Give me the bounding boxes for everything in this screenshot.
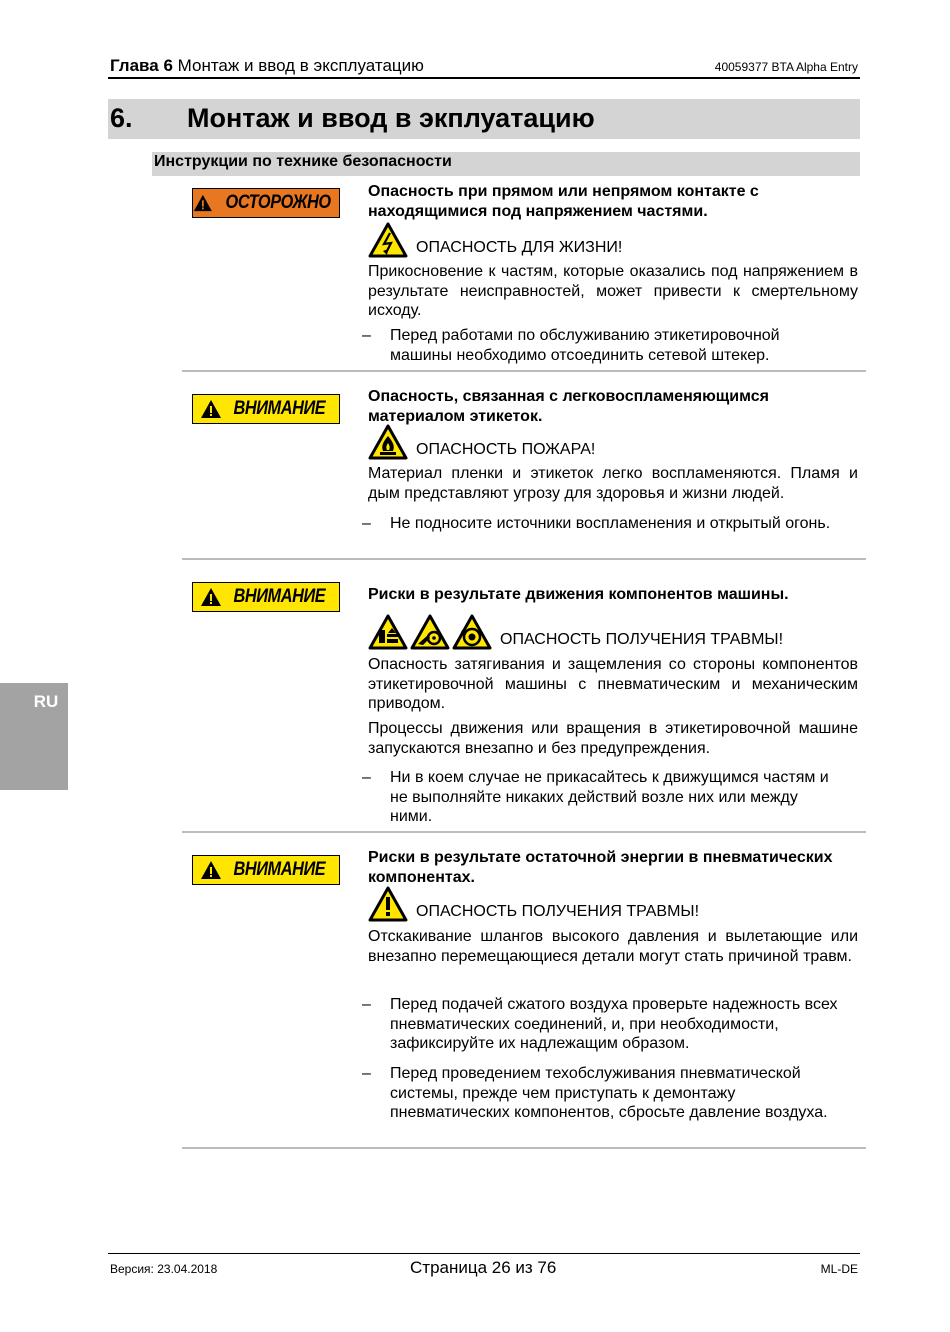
header-document-id: 40059377 BTA Alpha Entry: [714, 60, 858, 74]
language-tab-label: RU: [33, 692, 59, 711]
warning-bullet: – Перед проведением техобслуживания пневматической системы, прежде чем приступать к демонтажу пневматических компонентов, сбросьте давление воздуха.: [362, 1064, 842, 1123]
signal-word-warning: [192, 855, 340, 885]
header-chapter-label: Глава 6: [110, 56, 173, 75]
signal-word-warning: [192, 394, 340, 424]
rotating-parts-icon: [452, 614, 492, 650]
header-divider: [108, 77, 860, 79]
danger-line: [368, 886, 699, 922]
danger-text: ОПАСНОСТЬ ПОЖАРА!: [416, 441, 596, 458]
footer-version: Версия: 23.04.2018: [110, 1262, 218, 1276]
footer-page-number: Страница 26 из 76: [410, 1258, 557, 1277]
warning-separator: [182, 558, 866, 560]
warning-paragraph: Отскакивание шлангов высокого давления и вылетающие или внезапно перемещающиеся детали могут стать причиной травм.: [368, 928, 858, 965]
warning-paragraph: Материал пленки и этикеток легко воспламеняются. Пламя и дым представляют угрозу для здоровья и жизни людей.: [368, 465, 858, 502]
warning-triangle-icon: [200, 587, 222, 607]
danger-text: ОПАСНОСТЬ ДЛЯ ЖИЗНИ!: [416, 239, 623, 256]
footer-divider: [108, 1253, 860, 1254]
danger-line: [368, 424, 595, 460]
warning-separator: [182, 831, 866, 833]
signal-word-caution: [192, 188, 340, 218]
warning-heading: Опасность при прямом или непрямом контакте с находящимися под напряжением частями.: [368, 183, 759, 220]
danger-text: ОПАСНОСТЬ ПОЛУЧЕНИЯ ТРАВМЫ!: [416, 903, 700, 920]
warning-separator: [182, 370, 866, 372]
warning-triangle-icon: [200, 399, 222, 419]
signal-word-text: ВНИМАНИЕ: [233, 859, 325, 880]
warning-triangle-icon: [193, 193, 213, 213]
crush-hazard-icon: [368, 614, 408, 650]
warning-bullet: – Перед подачей сжатого воздуха проверьте надежность всех пневматических соединений, и, при необходимости, зафиксируйте их надлежащим образом.: [362, 995, 842, 1054]
warning-paragraph: Опасность затягивания и защемления со стороны компонентов этикетировочной машины с пневматическим и механическим приводом.: [368, 656, 858, 712]
running-header-chapter: [110, 56, 424, 76]
header-chapter-text: Монтаж и ввод в эксплуатацию: [177, 56, 424, 75]
signal-word-text: ОСТОРОЖНО: [225, 192, 331, 213]
section-title: Инструкции по технике безопасности: [154, 153, 452, 170]
warning-triangle-icon: [200, 860, 222, 880]
chapter-title: Монтаж и ввод в экплуатацию: [187, 103, 595, 133]
signal-word-text: ВНИМАНИЕ: [233, 586, 325, 607]
warning-bullet: – Ни в коем случае не прикасайтесь к движущимся частям и не выполняйте никаких действий возле них или между ними.: [362, 768, 842, 827]
flammable-icon: [368, 424, 408, 460]
warning-paragraph: Прикосновение к частям, которые оказались под напряжением в результате неисправностей, может привести к смертельному исходу.: [368, 263, 858, 319]
danger-text: ОПАСНОСТЬ ПОЛУЧЕНИЯ ТРАВМЫ!: [500, 631, 784, 648]
signal-word-text: ВНИМАНИЕ: [233, 398, 325, 419]
warning-heading: Опасность, связанная с легковоспламеняющимся материалом этикеток.: [368, 388, 769, 425]
footer-code: ML-DE: [820, 1262, 858, 1276]
warning-heading: Риски в результате остаточной энергии в пневматических компонентах.: [368, 849, 833, 886]
warning-separator: [182, 1147, 866, 1149]
warning-bullet: – Перед работами по обслуживанию этикетировочной машины необходимо отсоединить сетевой штекер.: [362, 326, 842, 365]
warning-paragraph: Процессы движения или вращения в этикетировочной машине запускаются внезапно и без предупреждения.: [368, 720, 858, 757]
danger-line: [368, 614, 783, 650]
warning-bullet: – Не подносите источники воспламенения и открытый огонь.: [362, 514, 842, 534]
electric-shock-icon: [368, 222, 408, 258]
signal-word-warning: [192, 582, 340, 612]
hand-entanglement-icon: [410, 614, 450, 650]
warning-heading: Риски в результате движения компонентов машины.: [368, 586, 789, 603]
chapter-number: 6.: [110, 103, 133, 133]
general-warning-icon: [368, 886, 408, 922]
danger-line: [368, 222, 622, 258]
